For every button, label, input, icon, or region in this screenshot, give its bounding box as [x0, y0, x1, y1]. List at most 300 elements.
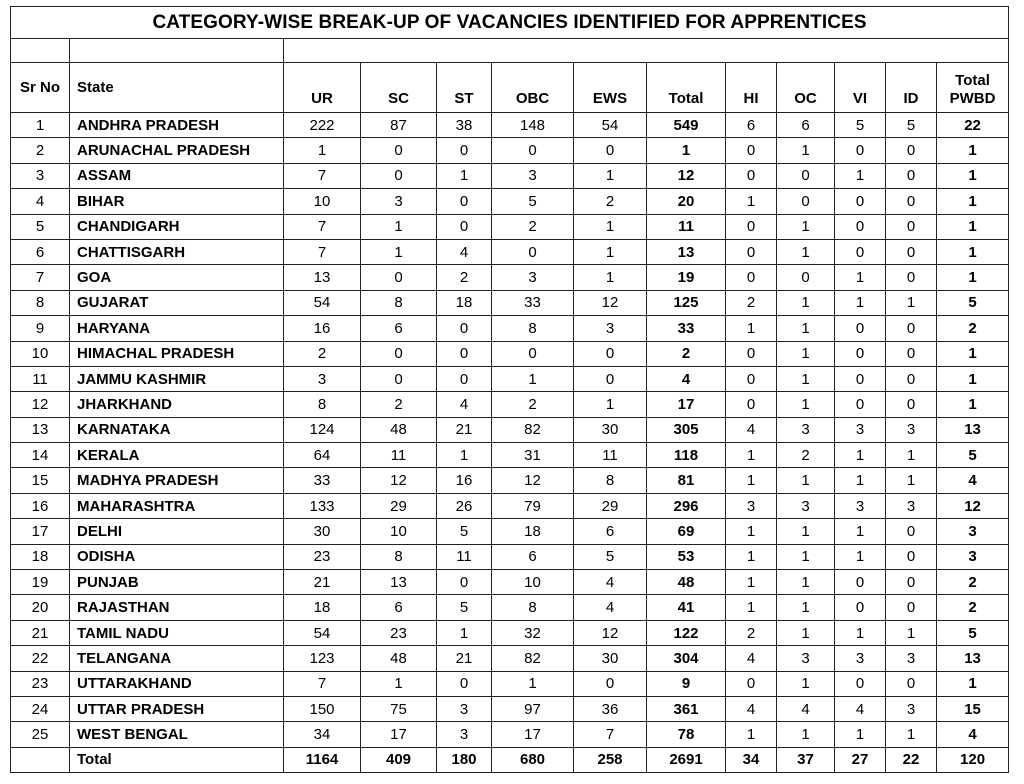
cell-total-pwbd: 3 [937, 519, 1009, 544]
cell-total: 53 [647, 544, 726, 569]
table-row [11, 519, 1009, 544]
cell-hi: 1 [726, 519, 777, 544]
cell-ews: 0 [574, 341, 647, 366]
cell-total-pwbd: 15 [937, 696, 1009, 721]
cell-id: 3 [886, 696, 937, 721]
cell-sr-no: 3 [11, 163, 70, 188]
cell-ur: 7 [284, 671, 361, 696]
cell-vi: 0 [835, 595, 886, 620]
cell-oc: 0 [777, 265, 835, 290]
table-row [11, 646, 1009, 671]
cell-sc: 0 [361, 163, 437, 188]
cell-vi: 0 [835, 341, 886, 366]
totals-ews: 258 [574, 747, 647, 772]
cell-total: 19 [647, 265, 726, 290]
cell-ur: 222 [284, 113, 361, 138]
cell-id: 1 [886, 443, 937, 468]
cell-oc: 1 [777, 366, 835, 391]
totals-oc: 37 [777, 747, 835, 772]
cell-st: 1 [437, 620, 492, 645]
cell-state: WEST BENGAL [70, 722, 284, 747]
cell-oc: 1 [777, 671, 835, 696]
cell-sr-no: 4 [11, 189, 70, 214]
cell-st: 0 [437, 341, 492, 366]
cell-ews: 11 [574, 443, 647, 468]
cell-state: TELANGANA [70, 646, 284, 671]
totals-obc: 680 [492, 747, 574, 772]
totals-pwbd: 120 [937, 747, 1009, 772]
cell-sc: 0 [361, 265, 437, 290]
cell-st: 4 [437, 239, 492, 264]
cell-oc: 1 [777, 214, 835, 239]
cell-obc: 1 [492, 366, 574, 391]
cell-ur: 54 [284, 290, 361, 315]
header-st: ST [437, 63, 492, 113]
cell-oc: 3 [777, 493, 835, 518]
cell-sc: 13 [361, 570, 437, 595]
cell-sr-no: 12 [11, 392, 70, 417]
cell-hi: 4 [726, 696, 777, 721]
cell-st: 0 [437, 138, 492, 163]
cell-id: 0 [886, 138, 937, 163]
header-total-pwbd-line1: Total [955, 72, 990, 89]
cell-hi: 1 [726, 443, 777, 468]
cell-sr-no: 13 [11, 417, 70, 442]
cell-total: 296 [647, 493, 726, 518]
cell-total: 304 [647, 646, 726, 671]
table-row [11, 113, 1009, 138]
cell-oc: 0 [777, 163, 835, 188]
cell-total-pwbd: 12 [937, 493, 1009, 518]
cell-obc: 32 [492, 620, 574, 645]
cell-sr-no: 8 [11, 290, 70, 315]
cell-oc: 3 [777, 417, 835, 442]
cell-obc: 8 [492, 316, 574, 341]
cell-total: 69 [647, 519, 726, 544]
cell-state: CHATTISGARH [70, 239, 284, 264]
cell-sc: 1 [361, 239, 437, 264]
totals-total: 2691 [647, 747, 726, 772]
title-row [11, 7, 1009, 39]
cell-sc: 87 [361, 113, 437, 138]
table-row [11, 290, 1009, 315]
cell-state: MAHARASHTRA [70, 493, 284, 518]
totals-sr-cell [11, 747, 70, 772]
cell-id: 1 [886, 722, 937, 747]
cell-state: KARNATAKA [70, 417, 284, 442]
cell-id: 0 [886, 189, 937, 214]
cell-hi: 2 [726, 620, 777, 645]
cell-ur: 34 [284, 722, 361, 747]
cell-hi: 1 [726, 316, 777, 341]
cell-state: ASSAM [70, 163, 284, 188]
cell-sc: 1 [361, 671, 437, 696]
cell-total-pwbd: 2 [937, 316, 1009, 341]
cell-total-pwbd: 1 [937, 366, 1009, 391]
cell-sc: 23 [361, 620, 437, 645]
cell-vi: 1 [835, 722, 886, 747]
cell-state: HIMACHAL PRADESH [70, 341, 284, 366]
table-row [11, 189, 1009, 214]
header-hi: HI [726, 63, 777, 113]
cell-total: 78 [647, 722, 726, 747]
cell-ur: 123 [284, 646, 361, 671]
blank-cell [70, 39, 284, 63]
cell-vi: 1 [835, 468, 886, 493]
cell-ews: 1 [574, 214, 647, 239]
cell-oc: 1 [777, 595, 835, 620]
cell-id: 0 [886, 519, 937, 544]
cell-total-pwbd: 4 [937, 722, 1009, 747]
cell-st: 0 [437, 214, 492, 239]
totals-row [11, 747, 1009, 772]
cell-hi: 0 [726, 341, 777, 366]
cell-ews: 2 [574, 189, 647, 214]
cell-sr-no: 15 [11, 468, 70, 493]
cell-oc: 2 [777, 443, 835, 468]
cell-st: 0 [437, 316, 492, 341]
totals-id: 22 [886, 747, 937, 772]
cell-oc: 1 [777, 316, 835, 341]
table-row [11, 570, 1009, 595]
cell-st: 5 [437, 519, 492, 544]
cell-vi: 1 [835, 290, 886, 315]
cell-ews: 4 [574, 570, 647, 595]
cell-ews: 12 [574, 290, 647, 315]
header-ur: UR [284, 63, 361, 113]
table-row [11, 392, 1009, 417]
table-row [11, 493, 1009, 518]
cell-total-pwbd: 4 [937, 468, 1009, 493]
cell-sc: 75 [361, 696, 437, 721]
cell-state: MADHYA PRADESH [70, 468, 284, 493]
cell-st: 0 [437, 189, 492, 214]
cell-state: TAMIL NADU [70, 620, 284, 645]
cell-sr-no: 21 [11, 620, 70, 645]
cell-id: 1 [886, 290, 937, 315]
cell-obc: 0 [492, 138, 574, 163]
cell-total-pwbd: 1 [937, 214, 1009, 239]
cell-obc: 17 [492, 722, 574, 747]
cell-vi: 3 [835, 646, 886, 671]
cell-id: 0 [886, 671, 937, 696]
cell-id: 0 [886, 570, 937, 595]
cell-obc: 2 [492, 214, 574, 239]
cell-sc: 6 [361, 595, 437, 620]
cell-ews: 6 [574, 519, 647, 544]
cell-vi: 0 [835, 570, 886, 595]
cell-state: ARUNACHAL PRADESH [70, 138, 284, 163]
cell-ur: 7 [284, 214, 361, 239]
cell-total: 125 [647, 290, 726, 315]
cell-id: 5 [886, 113, 937, 138]
totals-sc: 409 [361, 747, 437, 772]
cell-ur: 7 [284, 239, 361, 264]
cell-state: RAJASTHAN [70, 595, 284, 620]
cell-ews: 54 [574, 113, 647, 138]
cell-state: JAMMU KASHMIR [70, 366, 284, 391]
cell-hi: 0 [726, 214, 777, 239]
cell-ur: 8 [284, 392, 361, 417]
cell-total-pwbd: 13 [937, 646, 1009, 671]
cell-state: KERALA [70, 443, 284, 468]
cell-hi: 4 [726, 646, 777, 671]
header-total: Total [647, 63, 726, 113]
cell-oc: 1 [777, 722, 835, 747]
cell-sc: 6 [361, 316, 437, 341]
cell-state: HARYANA [70, 316, 284, 341]
cell-hi: 1 [726, 189, 777, 214]
cell-obc: 31 [492, 443, 574, 468]
cell-ews: 1 [574, 163, 647, 188]
cell-sc: 12 [361, 468, 437, 493]
cell-obc: 0 [492, 239, 574, 264]
cell-id: 3 [886, 646, 937, 671]
cell-obc: 3 [492, 163, 574, 188]
cell-st: 2 [437, 265, 492, 290]
cell-vi: 1 [835, 544, 886, 569]
cell-obc: 0 [492, 341, 574, 366]
cell-ews: 4 [574, 595, 647, 620]
cell-vi: 0 [835, 214, 886, 239]
cell-total-pwbd: 1 [937, 341, 1009, 366]
cell-hi: 1 [726, 468, 777, 493]
cell-total-pwbd: 1 [937, 189, 1009, 214]
cell-oc: 1 [777, 138, 835, 163]
cell-total-pwbd: 1 [937, 163, 1009, 188]
cell-sr-no: 22 [11, 646, 70, 671]
cell-hi: 0 [726, 265, 777, 290]
cell-obc: 3 [492, 265, 574, 290]
totals-ur: 1164 [284, 747, 361, 772]
cell-sc: 0 [361, 341, 437, 366]
cell-sc: 2 [361, 392, 437, 417]
cell-id: 0 [886, 392, 937, 417]
cell-sr-no: 19 [11, 570, 70, 595]
cell-total-pwbd: 5 [937, 443, 1009, 468]
header-ews: EWS [574, 63, 647, 113]
header-sr-no: Sr No [11, 63, 70, 113]
cell-hi: 1 [726, 570, 777, 595]
cell-total: 361 [647, 696, 726, 721]
cell-total: 13 [647, 239, 726, 264]
cell-vi: 0 [835, 239, 886, 264]
cell-total: 11 [647, 214, 726, 239]
cell-obc: 2 [492, 392, 574, 417]
cell-hi: 2 [726, 290, 777, 315]
totals-vi: 27 [835, 747, 886, 772]
cell-ews: 12 [574, 620, 647, 645]
cell-obc: 10 [492, 570, 574, 595]
cell-total: 41 [647, 595, 726, 620]
totals-st: 180 [437, 747, 492, 772]
cell-sc: 29 [361, 493, 437, 518]
cell-total: 2 [647, 341, 726, 366]
cell-hi: 0 [726, 671, 777, 696]
cell-ews: 0 [574, 671, 647, 696]
table-row [11, 595, 1009, 620]
vacancy-table [10, 6, 1009, 773]
cell-state: GOA [70, 265, 284, 290]
blank-row [11, 39, 1009, 63]
cell-sr-no: 2 [11, 138, 70, 163]
cell-hi: 0 [726, 239, 777, 264]
cell-id: 3 [886, 493, 937, 518]
cell-obc: 12 [492, 468, 574, 493]
cell-state: UTTARAKHAND [70, 671, 284, 696]
cell-ews: 7 [574, 722, 647, 747]
cell-ews: 29 [574, 493, 647, 518]
cell-vi: 1 [835, 163, 886, 188]
cell-total: 1 [647, 138, 726, 163]
cell-state: JHARKHAND [70, 392, 284, 417]
cell-sc: 0 [361, 138, 437, 163]
cell-ews: 30 [574, 646, 647, 671]
cell-total: 305 [647, 417, 726, 442]
totals-label: Total [70, 747, 284, 772]
header-total-pwbd [937, 63, 1009, 113]
cell-vi: 1 [835, 443, 886, 468]
cell-id: 0 [886, 214, 937, 239]
cell-ews: 5 [574, 544, 647, 569]
cell-sc: 0 [361, 366, 437, 391]
cell-sr-no: 20 [11, 595, 70, 620]
cell-id: 0 [886, 366, 937, 391]
cell-st: 18 [437, 290, 492, 315]
cell-vi: 0 [835, 392, 886, 417]
cell-sr-no: 6 [11, 239, 70, 264]
cell-obc: 18 [492, 519, 574, 544]
cell-sr-no: 5 [11, 214, 70, 239]
cell-ews: 0 [574, 138, 647, 163]
cell-vi: 0 [835, 671, 886, 696]
cell-total-pwbd: 2 [937, 570, 1009, 595]
cell-sc: 48 [361, 417, 437, 442]
cell-ur: 21 [284, 570, 361, 595]
table-row [11, 239, 1009, 264]
cell-oc: 1 [777, 620, 835, 645]
table-row [11, 722, 1009, 747]
cell-obc: 33 [492, 290, 574, 315]
cell-ur: 13 [284, 265, 361, 290]
cell-oc: 1 [777, 341, 835, 366]
cell-id: 0 [886, 265, 937, 290]
cell-ur: 150 [284, 696, 361, 721]
header-row [11, 63, 1009, 113]
cell-state: DELHI [70, 519, 284, 544]
header-sc: SC [361, 63, 437, 113]
header-vi: VI [835, 63, 886, 113]
cell-st: 5 [437, 595, 492, 620]
cell-oc: 0 [777, 189, 835, 214]
cell-total: 9 [647, 671, 726, 696]
cell-st: 0 [437, 671, 492, 696]
cell-total-pwbd: 5 [937, 620, 1009, 645]
cell-ur: 133 [284, 493, 361, 518]
cell-oc: 4 [777, 696, 835, 721]
cell-ur: 16 [284, 316, 361, 341]
cell-obc: 1 [492, 671, 574, 696]
cell-obc: 82 [492, 417, 574, 442]
cell-total-pwbd: 1 [937, 265, 1009, 290]
cell-st: 21 [437, 417, 492, 442]
cell-total: 118 [647, 443, 726, 468]
cell-state: ANDHRA PRADESH [70, 113, 284, 138]
cell-obc: 79 [492, 493, 574, 518]
blank-cell [284, 39, 1009, 63]
cell-id: 3 [886, 417, 937, 442]
cell-id: 0 [886, 595, 937, 620]
cell-sc: 17 [361, 722, 437, 747]
cell-ews: 1 [574, 239, 647, 264]
cell-vi: 4 [835, 696, 886, 721]
cell-sr-no: 17 [11, 519, 70, 544]
cell-ews: 8 [574, 468, 647, 493]
table-row [11, 163, 1009, 188]
cell-ur: 23 [284, 544, 361, 569]
cell-id: 1 [886, 620, 937, 645]
cell-sr-no: 10 [11, 341, 70, 366]
cell-hi: 1 [726, 544, 777, 569]
cell-obc: 5 [492, 189, 574, 214]
cell-obc: 8 [492, 595, 574, 620]
table-row [11, 366, 1009, 391]
cell-total: 20 [647, 189, 726, 214]
cell-ur: 2 [284, 341, 361, 366]
cell-sc: 1 [361, 214, 437, 239]
cell-obc: 6 [492, 544, 574, 569]
header-obc: OBC [492, 63, 574, 113]
cell-hi: 1 [726, 595, 777, 620]
cell-oc: 1 [777, 468, 835, 493]
cell-st: 3 [437, 722, 492, 747]
header-state: State [70, 63, 284, 113]
cell-total: 12 [647, 163, 726, 188]
cell-hi: 4 [726, 417, 777, 442]
cell-total: 33 [647, 316, 726, 341]
totals-hi: 34 [726, 747, 777, 772]
table-title: CATEGORY-WISE BREAK-UP OF VACANCIES IDENTIFIED FOR APPRENTICES [11, 7, 1009, 39]
cell-vi: 0 [835, 138, 886, 163]
cell-ur: 10 [284, 189, 361, 214]
cell-sr-no: 11 [11, 366, 70, 391]
cell-oc: 1 [777, 239, 835, 264]
cell-obc: 82 [492, 646, 574, 671]
cell-state: UTTAR PRADESH [70, 696, 284, 721]
cell-ews: 3 [574, 316, 647, 341]
cell-sr-no: 7 [11, 265, 70, 290]
cell-obc: 148 [492, 113, 574, 138]
cell-vi: 3 [835, 493, 886, 518]
cell-total-pwbd: 5 [937, 290, 1009, 315]
cell-vi: 0 [835, 366, 886, 391]
cell-total-pwbd: 1 [937, 671, 1009, 696]
cell-sc: 8 [361, 544, 437, 569]
cell-st: 26 [437, 493, 492, 518]
cell-state: CHANDIGARH [70, 214, 284, 239]
cell-oc: 1 [777, 290, 835, 315]
cell-ur: 7 [284, 163, 361, 188]
cell-hi: 0 [726, 163, 777, 188]
cell-st: 11 [437, 544, 492, 569]
cell-hi: 1 [726, 722, 777, 747]
cell-ews: 0 [574, 366, 647, 391]
cell-hi: 6 [726, 113, 777, 138]
cell-sc: 11 [361, 443, 437, 468]
cell-ur: 124 [284, 417, 361, 442]
table-row [11, 138, 1009, 163]
cell-total: 17 [647, 392, 726, 417]
